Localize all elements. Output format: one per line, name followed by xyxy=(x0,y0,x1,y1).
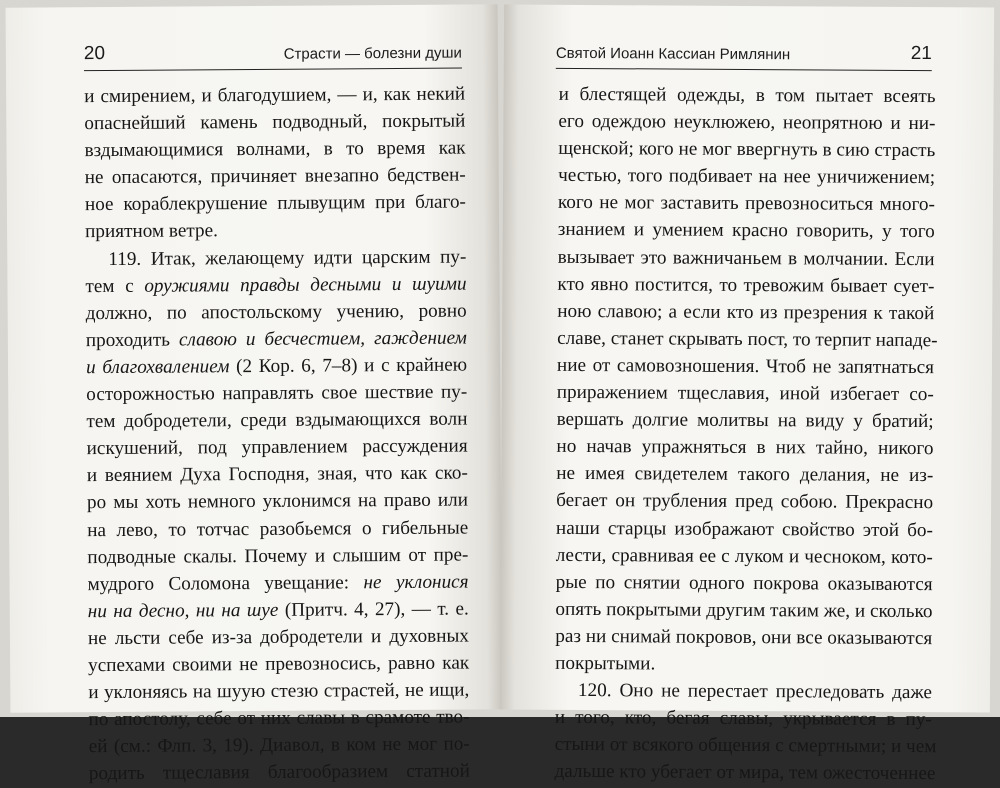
text-run: раз ни снимай покровов, они все оказываются xyxy=(555,625,933,650)
text-run: опять покрытыми другим таким же, и сколько xyxy=(555,598,933,622)
text-run: подводные скалы. Почему и слышим от пре- xyxy=(87,544,469,568)
text-run: вздымающимися волнами, в то время как xyxy=(84,137,466,162)
text-line xyxy=(556,569,933,598)
text-line xyxy=(554,731,937,760)
text-line xyxy=(85,270,466,300)
running-title: Страсти — болезни души xyxy=(283,44,462,63)
text-line xyxy=(558,108,935,137)
text-run: искушений, под управлением рассуждения xyxy=(86,435,468,460)
right-page-text xyxy=(554,81,938,788)
right-page-header xyxy=(556,41,932,69)
text-run: дальше кто убегает от мира, тем ожесточеннее xyxy=(554,761,936,785)
text-run: лести, сравнивая ее с луком и чесноком, кото- xyxy=(555,544,933,568)
left-page-header xyxy=(84,41,462,70)
text-line xyxy=(86,351,467,381)
text-run: и того, кто, бегая славы, укрывается в пу- xyxy=(554,706,932,731)
text-run: честью, того подбивает на нее уничижением; xyxy=(558,165,936,189)
text-line xyxy=(554,758,936,787)
text-line xyxy=(558,243,935,272)
text-run: и блестящей одежды, в том пытает всеять xyxy=(558,83,936,108)
text-line xyxy=(557,379,934,408)
text-line xyxy=(88,677,469,707)
text-line xyxy=(556,433,933,462)
text-line xyxy=(557,270,934,299)
page-number: 20 xyxy=(83,43,106,65)
text-run: тем добродетели, среди вздымающихся волн xyxy=(86,408,468,433)
text-run: проходить xyxy=(85,329,180,352)
text-line xyxy=(85,243,466,273)
text-line xyxy=(555,650,932,679)
text-run: рые по снятии одного покрова оказываются xyxy=(555,571,933,595)
text-run: не опасаются, причиняет внезапно бедствен- xyxy=(84,164,466,189)
text-run: (Притч. 4, 27), — т. е. xyxy=(278,598,469,621)
text-line xyxy=(84,81,465,111)
text-line xyxy=(559,81,936,110)
running-title: Святой Иоанн Кассиан Римлянин xyxy=(555,44,791,64)
text-run: знанием и умением красно говорить, у того xyxy=(557,219,935,243)
text-line xyxy=(557,406,934,435)
text-line xyxy=(558,216,935,245)
text-run: не имея свидетелем такого делания, не из- xyxy=(556,463,934,487)
text-run: вершать долгие молитвы на виду у братий; xyxy=(556,408,934,433)
text-run: и уклоняясь на шуую стезю страстей, не ищи, xyxy=(88,679,470,704)
text-line xyxy=(556,487,933,516)
text-line xyxy=(558,135,935,164)
text-run: успехами своими не превозносись, равно как xyxy=(88,652,470,677)
italic-quote: оружиями правды десными и шуими xyxy=(144,273,467,297)
text-line xyxy=(89,731,470,761)
text-run: 119. Итак, желающему идти царским пу- xyxy=(108,246,467,270)
text-line xyxy=(557,352,934,381)
text-line xyxy=(555,596,932,625)
header-rule xyxy=(84,68,462,72)
text-run: покрытыми. xyxy=(555,652,656,675)
text-line xyxy=(87,433,468,463)
text-run: славе, станет скрывать пост, то терпит нападе- xyxy=(557,327,938,352)
text-run: стыни от всякого общения с смертными; и чем xyxy=(554,734,937,758)
text-run: опаснейший камень подводный, покрытый xyxy=(84,110,466,135)
text-line xyxy=(87,541,468,571)
text-run: приражением тщеславия, иной избегает со- xyxy=(556,381,934,406)
text-line xyxy=(557,298,934,327)
text-run: ей (см.: Флп. 3, 19). Диавол, в ком не мог по- xyxy=(88,733,470,758)
text-run: ро мы хоть немного уклонимся на право или xyxy=(86,489,469,514)
italic-quote: ни на десно, ни на шуе xyxy=(87,599,279,622)
text-run: ние от самовозношения. Чтоб не запятнаться xyxy=(556,354,935,379)
text-run: по апостолу, себе от них славы в срамоте тво- xyxy=(88,706,470,731)
text-line xyxy=(88,704,469,734)
text-run: и веянием Духа Господня, зная, что как ско- xyxy=(86,462,468,487)
italic-quote: славою и бесчестием, гаждением xyxy=(178,327,467,351)
text-line xyxy=(85,216,466,246)
text-line xyxy=(88,649,469,679)
text-run: мудрого Соломона увещание: xyxy=(87,571,364,595)
text-run: кто явно постится, то тревожим бывает сует- xyxy=(557,273,935,297)
text-line xyxy=(86,379,467,409)
text-line xyxy=(85,189,466,219)
text-line xyxy=(87,487,468,517)
text-run: щенской; кого не мог ввергнуть в сию страсть xyxy=(558,138,936,162)
text-line xyxy=(85,162,466,192)
text-run: его одеждою неуклюжею, неопрятною и ни- xyxy=(558,110,936,135)
text-run: вызывает это важничаньем в молчании. Если xyxy=(557,246,935,270)
text-line xyxy=(88,595,469,625)
text-line xyxy=(88,622,469,652)
text-line xyxy=(86,406,467,436)
text-line xyxy=(557,325,938,354)
text-line xyxy=(87,460,468,490)
italic-quote: не уклонися xyxy=(363,571,469,593)
left-page-text xyxy=(84,81,470,788)
text-line xyxy=(555,623,932,652)
text-run: наши старцы изображают свойство этой бо- xyxy=(555,517,934,541)
text-run: тем с xyxy=(85,275,145,297)
left-page xyxy=(6,4,503,785)
text-line xyxy=(87,568,468,598)
text-line xyxy=(89,758,470,788)
text-line xyxy=(87,514,468,544)
text-run: осторожностью направлять свое шествие пу- xyxy=(86,381,468,406)
text-line xyxy=(558,189,935,218)
page-number: 21 xyxy=(910,42,932,65)
text-line xyxy=(556,514,933,543)
text-run: кого не мог заставить превозноситься много- xyxy=(557,192,936,216)
text-line xyxy=(555,677,932,706)
text-line xyxy=(558,162,935,191)
text-run: ное кораблекрушение плывущим при благо- xyxy=(84,191,466,216)
text-run: но начав упражняться в них тайно, никого xyxy=(556,436,934,460)
text-line xyxy=(556,541,933,570)
text-run: не льсти себе из-за добродетели и духовных xyxy=(87,625,470,650)
text-line xyxy=(555,704,932,733)
text-run: приятном ветре. xyxy=(85,220,218,243)
text-line xyxy=(84,108,465,138)
header-rule xyxy=(556,68,932,71)
text-run: (2 Кор. 6, 7–8) и с крайнею xyxy=(229,354,468,378)
text-line xyxy=(86,324,467,354)
italic-quote: и благохвалением xyxy=(85,356,230,379)
text-line xyxy=(86,297,467,327)
text-run: родить тщеславия благообразием статной xyxy=(88,760,470,785)
text-run: на лево, то тотчас разобьемся о гибельные xyxy=(87,517,469,541)
text-run: 120. Оно не перестает преследовать даже xyxy=(577,680,933,704)
text-run: и смирением, и благодушием, — и, как некий xyxy=(84,83,466,108)
text-run: бегает он трубления пред собою. Прекрасно xyxy=(556,490,934,514)
text-line xyxy=(556,460,933,489)
text-run: должно, по апостольскому учению, ровно xyxy=(85,300,467,324)
text-line xyxy=(84,135,465,165)
text-run: ною славою; а если кто из презрения к такой xyxy=(557,300,935,324)
right-page xyxy=(500,5,994,785)
